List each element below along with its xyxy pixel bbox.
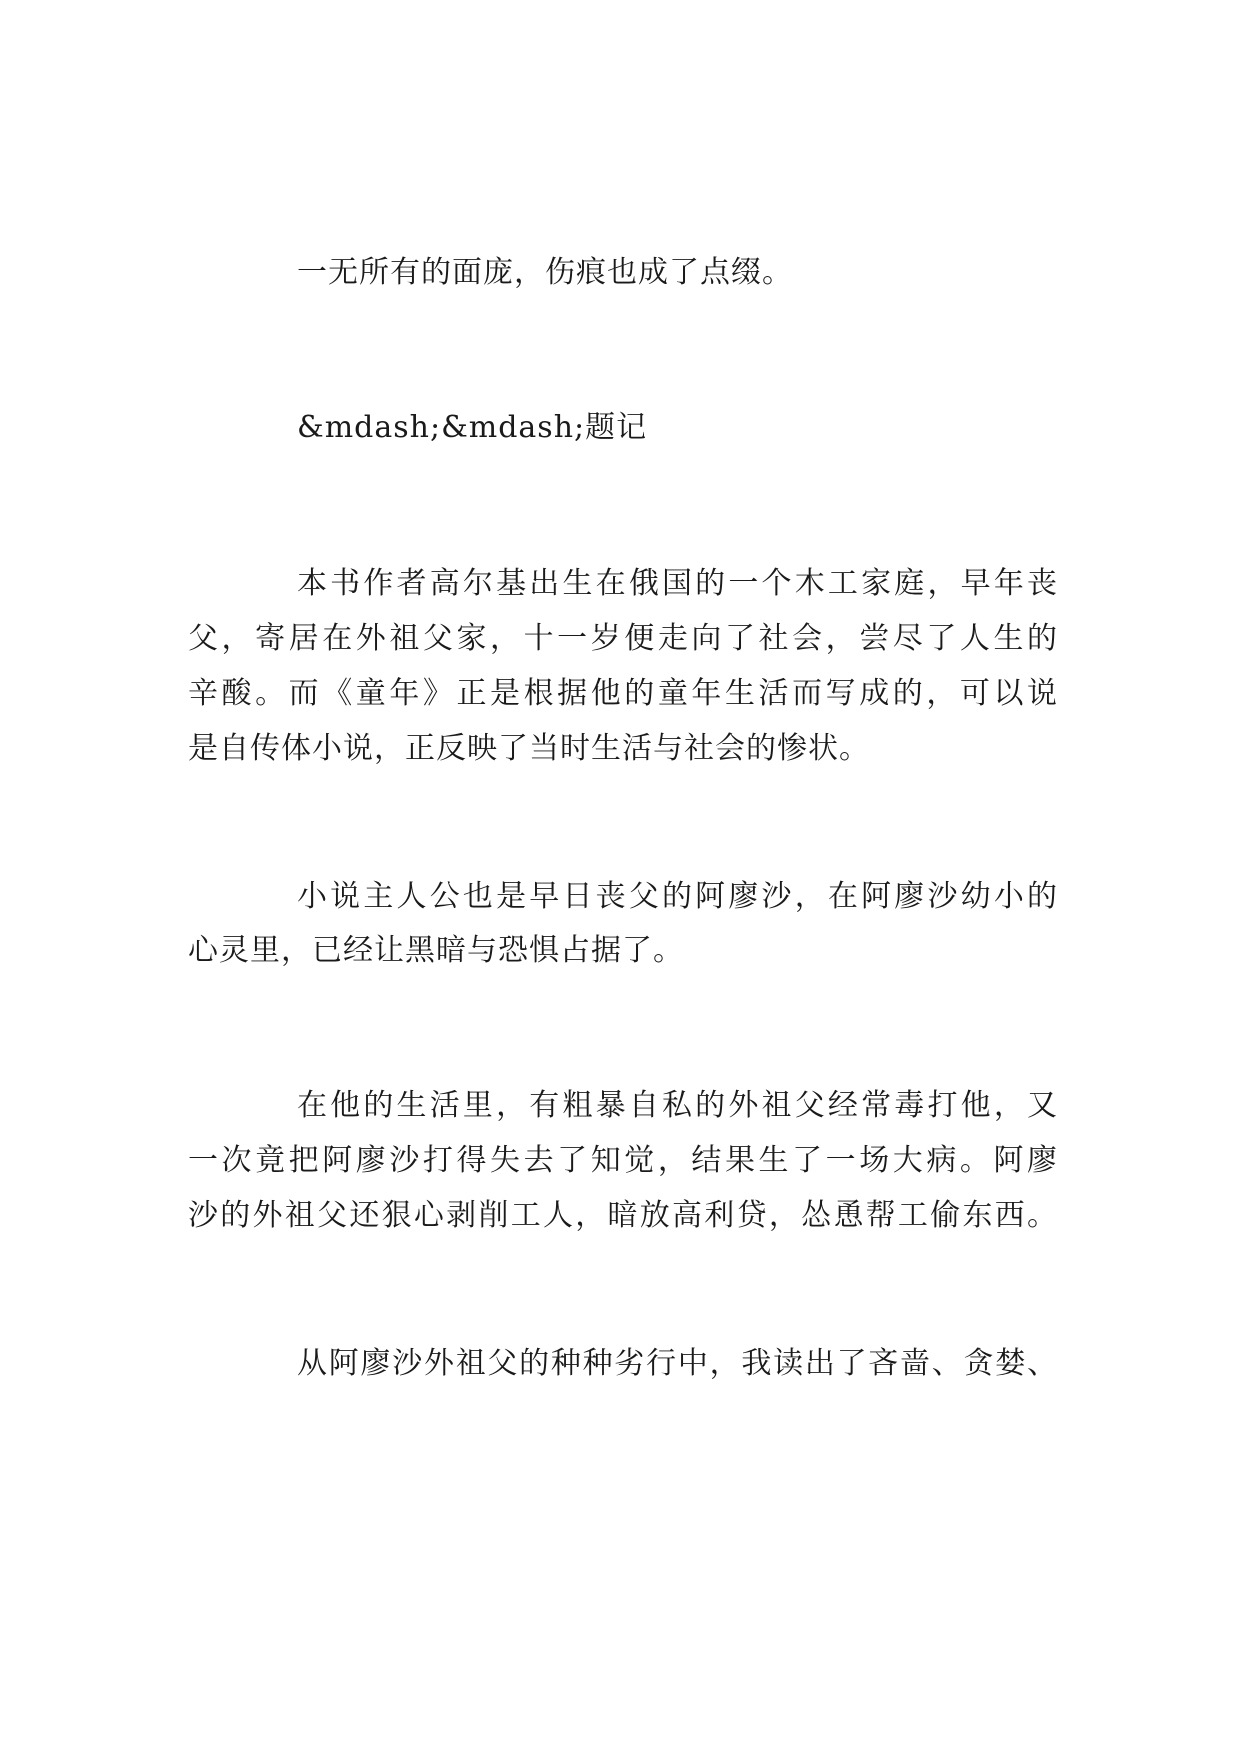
paragraph-2-line-2: 心灵里，已经让黑暗与恐惧占据了。 — [188, 933, 684, 968]
paragraph-1-line-1: 本书作者高尔基出生在俄国的一个木工家庭，早年丧 — [297, 566, 1058, 601]
paragraph-3-line-3: 沙的外祖父还狠心剥削工人，暗放高利贷，怂恿帮工偷东西。 — [188, 1198, 1058, 1233]
paragraph-1-line-3: 辛酸。而《童年》正是根据他的童年生活而写成的，可以说 — [188, 676, 1058, 711]
paragraph-1-line-2: 父，寄居在外祖父家，十一岁便走向了社会，尝尽了人生的 — [188, 621, 1058, 656]
fragment-line: 一无所有的面庞，伤痕也成了点缀。 — [297, 255, 793, 290]
paragraph-3-line-2: 一次竟把阿廖沙打得失去了知觉，结果生了一场大病。阿廖 — [188, 1143, 1058, 1178]
paragraph-4-line-1: 从阿廖沙外祖父的种种劣行中，我读出了吝啬、贪婪、 — [297, 1346, 1058, 1381]
epigraph-attribution: &mdash;&mdash;题记 — [297, 410, 648, 445]
paragraph-3-line-1: 在他的生活里，有粗暴自私的外祖父经常毒打他，又 — [297, 1088, 1058, 1123]
paragraph-2-line-1: 小说主人公也是早日丧父的阿廖沙，在阿廖沙幼小的 — [297, 879, 1058, 914]
paragraph-1-line-4: 是自传体小说，正反映了当时生活与社会的惨状。 — [188, 731, 870, 766]
